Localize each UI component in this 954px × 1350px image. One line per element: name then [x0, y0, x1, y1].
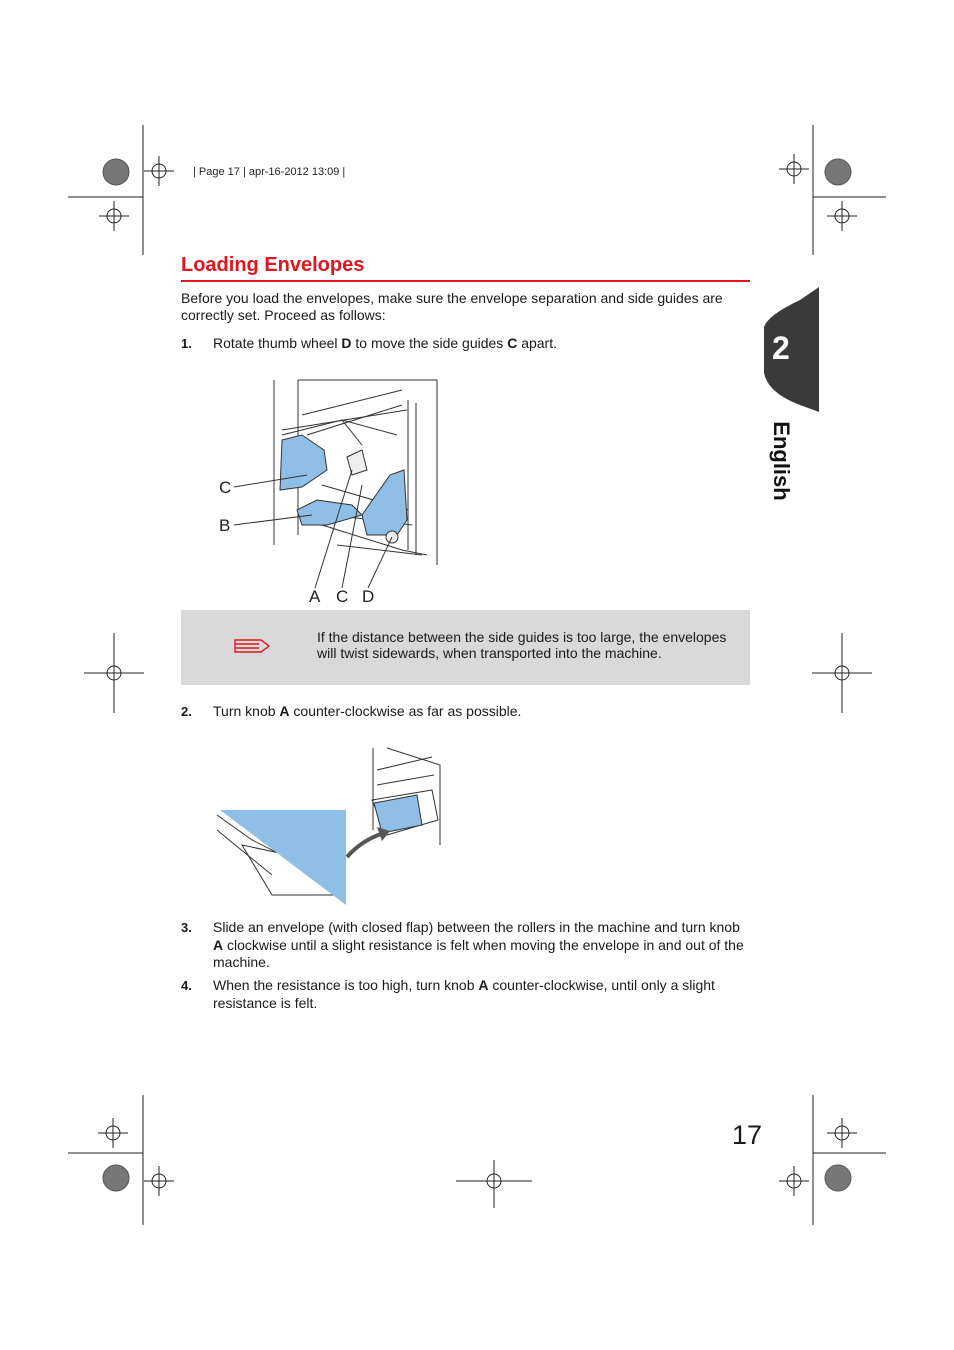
- note-text: If the distance between the side guides is too large, the envelopes will twist sidewards, when transported into the machine.: [317, 629, 727, 661]
- step-text: When the resistance is too high, turn knob A counter-clockwise, until only a slight resistance is felt.: [213, 977, 715, 1011]
- label-a: A: [309, 587, 321, 606]
- step-text: Slide an envelope (with closed flap) between the rollers in the machine and turn knob A clockwise until a slight resistance is felt when moving the envelope in and out of the machine.: [213, 919, 744, 970]
- step-text: Turn knob A counter-clockwise as far as possible.: [213, 703, 522, 719]
- knob-illustration: [212, 745, 442, 908]
- intro-paragraph: Before you load the envelopes, make sure the envelope separation and side guides are correctly set. Proceed as follows:: [181, 290, 723, 323]
- side-guides-illustration: [212, 375, 442, 607]
- page-number: 17: [732, 1120, 763, 1150]
- label-c: C: [219, 478, 232, 497]
- language-label: English: [769, 421, 794, 501]
- section-title: Loading Envelopes: [181, 254, 365, 276]
- step-number: 1.: [181, 336, 192, 351]
- step-number: 2.: [181, 704, 192, 719]
- title-divider: [181, 280, 750, 282]
- pencil-icon: [233, 637, 271, 655]
- label-b: B: [219, 516, 231, 535]
- label-c2: C: [336, 587, 349, 606]
- chapter-number: 2: [772, 330, 790, 366]
- step-number: 4.: [181, 978, 192, 993]
- step-text: Rotate thumb wheel D to move the side guides C apart.: [213, 335, 558, 351]
- step-number: 3.: [181, 920, 192, 935]
- chapter-tab: [760, 285, 820, 415]
- label-d: D: [362, 587, 375, 606]
- print-header: | Page 17 | apr-16-2012 13:09 |: [193, 166, 346, 178]
